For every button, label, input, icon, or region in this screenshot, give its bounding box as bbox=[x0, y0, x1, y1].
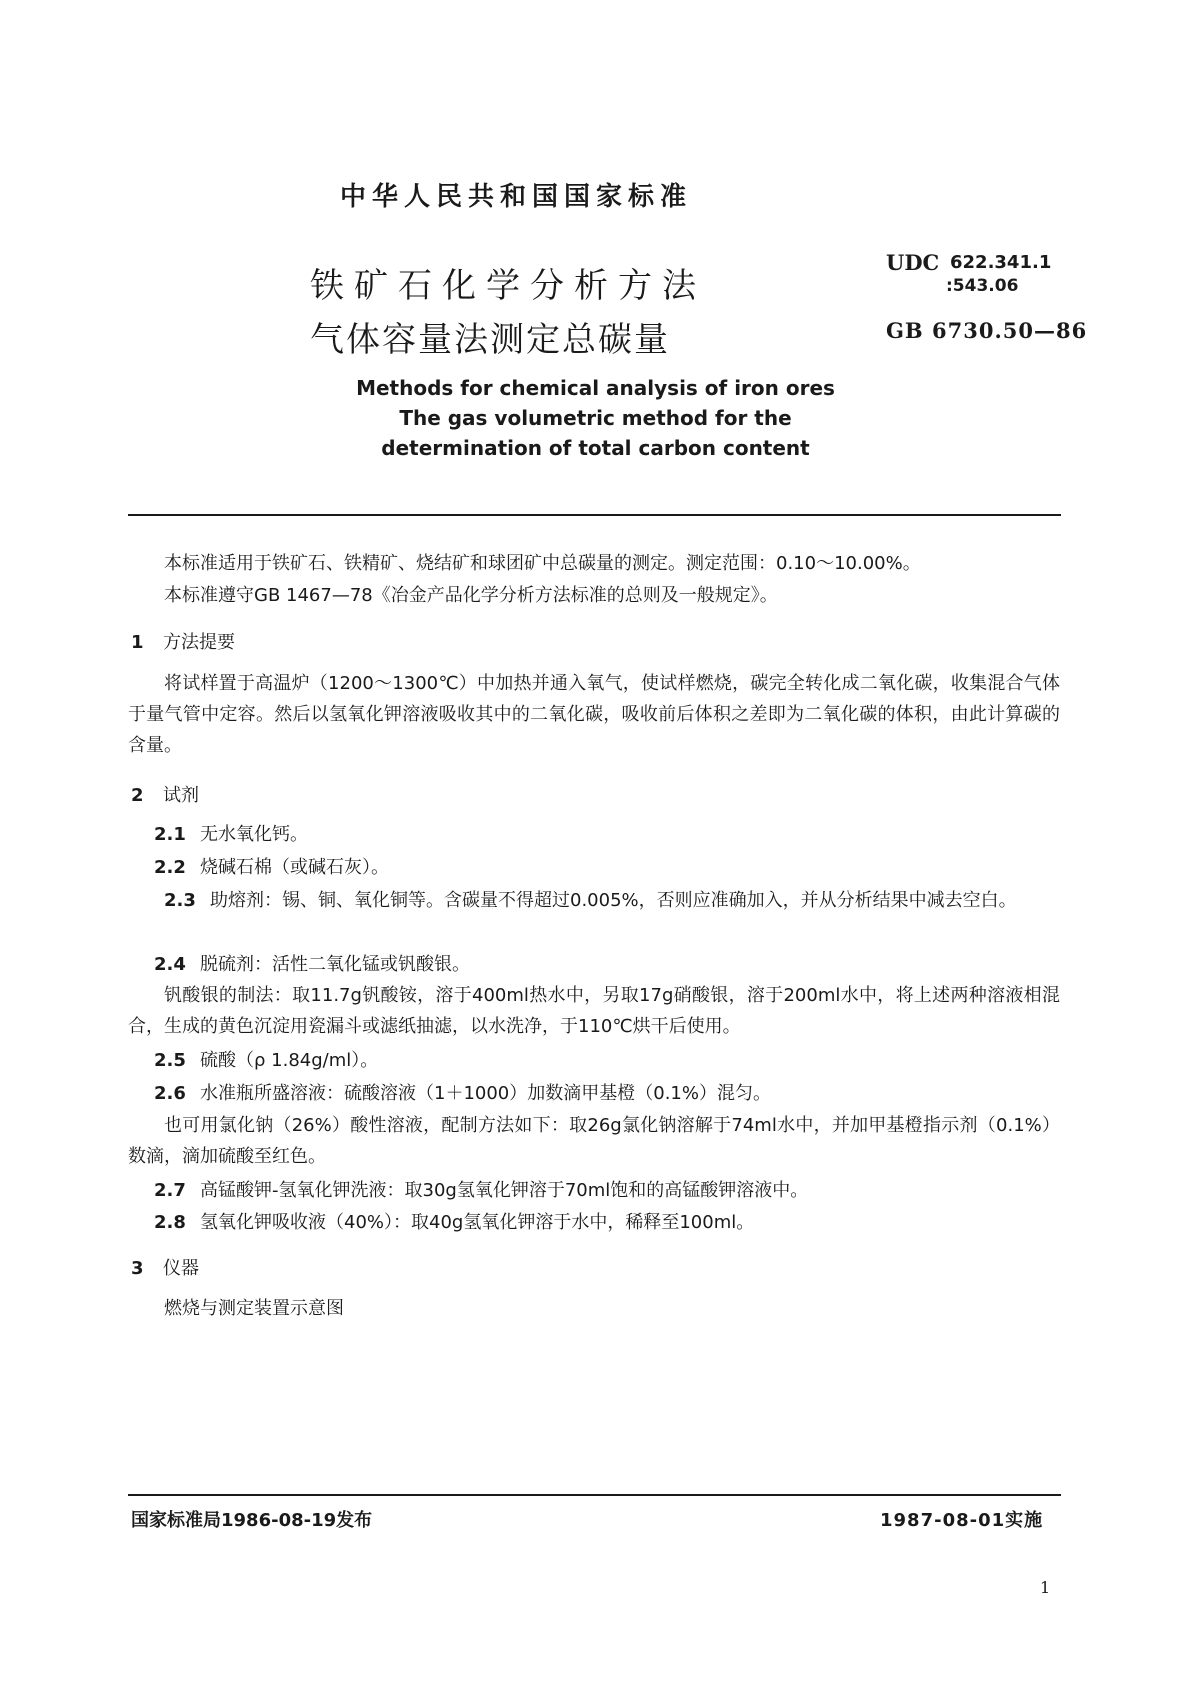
reagent-item bbox=[154, 853, 389, 879]
page-number: 1 bbox=[1040, 1578, 1051, 1597]
silver-vanadate-preparation: 钒酸银的制法：取11.7g钒酸铵，溶于400ml热水中，另取17g硝酸银，溶于200ml水中，将上述两种溶液相混合，生成的黄色沉淀用瓷漏斗或滤纸抽滤，以水洗净，于110℃烘干后使用。 bbox=[128, 985, 1060, 1037]
section-3-number: 3 bbox=[131, 1258, 144, 1279]
reagent-item bbox=[154, 1046, 378, 1072]
reagent-item-2-3 bbox=[128, 885, 1060, 916]
section-1-title: 方法提要 bbox=[163, 632, 235, 653]
item-number: 2.5 bbox=[154, 1050, 186, 1071]
english-title-line-3: determination of total carbon content bbox=[381, 436, 810, 460]
title-line-1: 铁矿石化学分析方法 bbox=[310, 266, 706, 306]
english-title-line-1: Methods for chemical analysis of iron ores bbox=[356, 376, 835, 400]
item-text: 脱硫剂：活性二氧化锰或钒酸银。 bbox=[200, 954, 470, 975]
sodium-chloride-alternative: 也可用氯化钠（26%）酸性溶液，配制方法如下：取26g氯化钠溶解于74ml水中，并加甲基橙指示剂（0.1%）数滴，滴加硫酸至红色。 bbox=[128, 1115, 1060, 1167]
scope-paragraph: 本标准适用于铁矿石、铁精矿、烧结矿和球团矿中总碳量的测定。测定范围：0.10～10.00%。 bbox=[164, 553, 921, 574]
item-number: 2.8 bbox=[154, 1212, 186, 1233]
section-2-number: 2 bbox=[131, 785, 144, 806]
footer-divider bbox=[128, 1494, 1061, 1496]
item-text: 硫酸（ρ 1.84g/ml）。 bbox=[200, 1050, 379, 1071]
section-1-heading bbox=[131, 628, 235, 654]
udc-label: UDC bbox=[886, 250, 940, 275]
title-line-2: 气体容量法测定总碳量 bbox=[310, 320, 670, 360]
section-2-title: 试剂 bbox=[163, 785, 199, 806]
udc-code-line-2: :543.06 bbox=[946, 276, 1019, 296]
reagent-item bbox=[154, 950, 470, 976]
udc-code-line-1: 622.341.1 bbox=[950, 252, 1052, 273]
item-text: 烧碱石棉（或碱石灰）。 bbox=[200, 857, 389, 878]
item-number: 2.1 bbox=[154, 824, 186, 845]
item-text: 氢氧化钾吸收液（40%）：取40g氢氧化钾溶于水中，稀释至100ml。 bbox=[200, 1212, 755, 1233]
item-text: 水准瓶所盛溶液：硫酸溶液（1＋1000）加数滴甲基橙（0.1%）混匀。 bbox=[200, 1083, 771, 1104]
reagent-item bbox=[154, 1079, 771, 1105]
national-standard-heading: 中华人民共和国国家标准 bbox=[340, 182, 693, 212]
reagent-item bbox=[154, 820, 308, 846]
compliance-paragraph: 本标准遵守GB 1467—78《冶金产品化学分析方法标准的总则及一般规定》。 bbox=[164, 585, 778, 606]
issued-date: 国家标准局1986-08-19发布 bbox=[131, 1510, 373, 1531]
header-divider bbox=[128, 514, 1061, 516]
item-number: 2.6 bbox=[154, 1083, 186, 1104]
item-text: 助熔剂：锡、铜、氧化铜等。含碳量不得超过0.005%，否则应准确加入，并从分析结果中减去空白。 bbox=[210, 890, 1017, 911]
apparatus-diagram-caption: 燃烧与测定装置示意图 bbox=[164, 1298, 344, 1319]
reagent-item bbox=[154, 1176, 808, 1202]
item-number: 2.4 bbox=[154, 954, 186, 975]
gb-code: GB 6730.50—86 bbox=[886, 318, 1088, 343]
section-3-heading bbox=[131, 1254, 199, 1280]
section-1-number: 1 bbox=[131, 632, 144, 653]
english-title-line-2: The gas volumetric method for the bbox=[399, 406, 792, 430]
reagent-item bbox=[154, 1208, 754, 1234]
item-number: 2.3 bbox=[164, 890, 196, 911]
section-1-text: 将试样置于高温炉（1200～1300℃）中加热并通入氧气，使试样燃烧，碳完全转化成二氧化碳，收集混合气体于量气管中定容。然后以氢氧化钾溶液吸收其中的二氧化碳，吸收前后体积之差即为二氧化碳的体积，由此计算碳的含量。 bbox=[128, 673, 1060, 756]
section-3-title: 仪器 bbox=[163, 1258, 199, 1279]
item-number: 2.2 bbox=[154, 857, 186, 878]
effective-date: 1987-08-01实施 bbox=[880, 1510, 1044, 1531]
item-text: 无水氧化钙。 bbox=[200, 824, 308, 845]
section-2-heading bbox=[131, 781, 199, 807]
item-text: 高锰酸钾-氢氧化钾洗液：取30g氢氧化钾溶于70ml饱和的高锰酸钾溶液中。 bbox=[200, 1180, 809, 1201]
item-number: 2.7 bbox=[154, 1180, 186, 1201]
